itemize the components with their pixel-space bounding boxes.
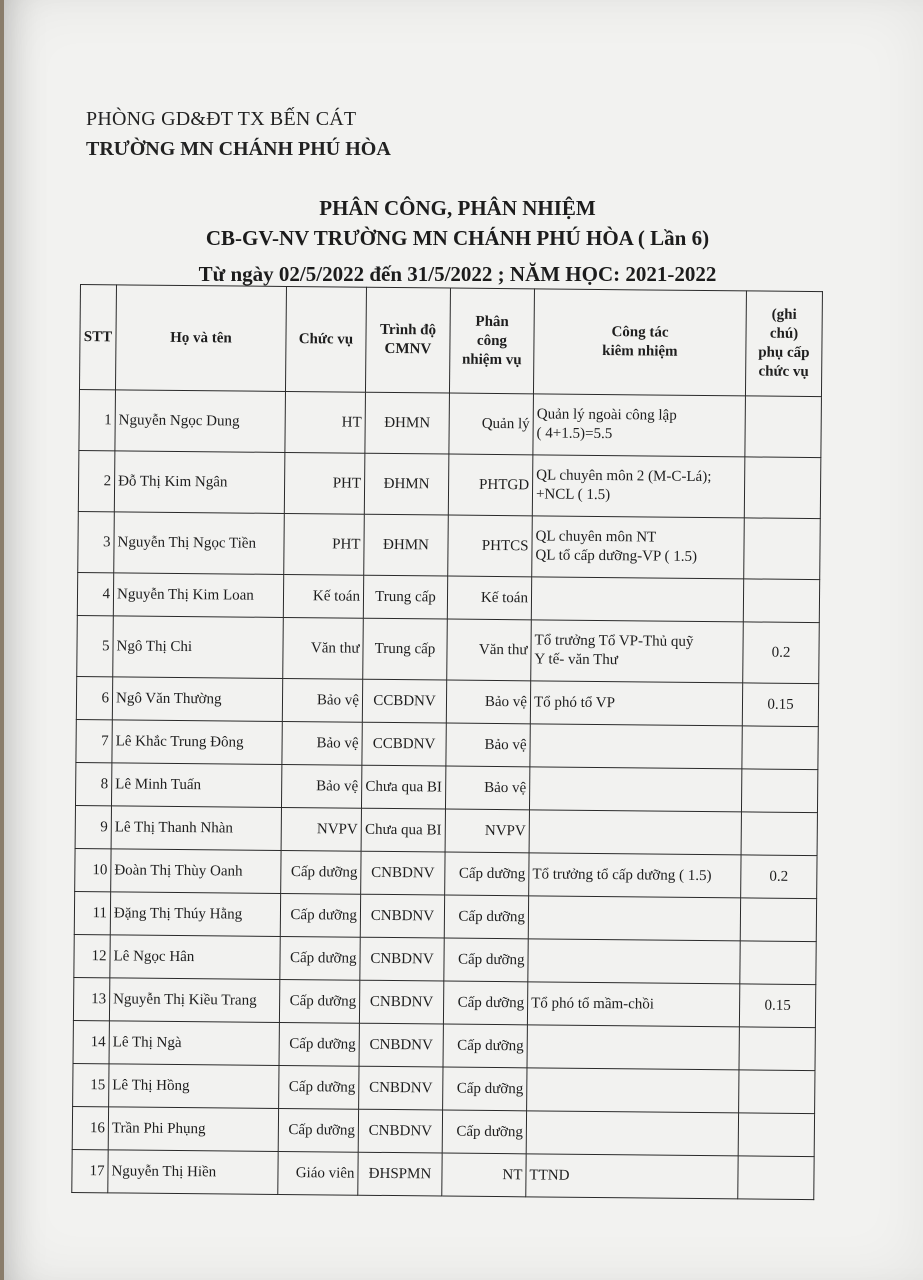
row-note — [744, 457, 821, 519]
row-stt: 14 — [73, 1020, 109, 1063]
table-row — [74, 891, 816, 941]
row-stt: 10 — [75, 848, 111, 891]
row-level: CNBDNV — [360, 937, 444, 981]
row-stt: 15 — [73, 1063, 109, 1106]
row-assignment: Văn thư — [447, 619, 532, 681]
row-note — [742, 726, 818, 770]
row-position: Bảo vệ — [282, 678, 362, 722]
row-name: Nguyễn Thị Kim Loan — [113, 573, 283, 618]
row-note: 0.15 — [742, 683, 818, 727]
row-name: Nguyễn Ngọc Dung — [115, 390, 286, 453]
row-level: Trung cấp — [363, 575, 447, 619]
row-stt: 6 — [76, 676, 112, 719]
row-stt: 3 — [78, 511, 115, 572]
table-row — [73, 1063, 815, 1113]
row-level: CNBDNV — [360, 894, 444, 938]
row-note — [745, 396, 822, 458]
row-concurrent — [531, 577, 743, 622]
document-page — [4, 0, 923, 1280]
row-name: Lê Khắc Trung Đông — [112, 720, 282, 765]
row-stt: 13 — [73, 977, 109, 1020]
row-concurrent: Tổ trưởng Tổ VP-Thủ quỹ Y tế- văn Thư — [531, 620, 744, 683]
row-position: Bảo vệ — [282, 721, 362, 765]
table-row — [72, 1149, 814, 1199]
row-assignment: Cấp dưỡng — [443, 981, 527, 1025]
row-concurrent — [530, 724, 742, 769]
row-position: PHT — [284, 452, 365, 514]
row-note — [744, 518, 821, 580]
row-assignment: Cấp dưỡng — [442, 1110, 526, 1154]
header-note: (ghi chú) phụ cấp chức vụ — [745, 291, 822, 397]
row-name: Lê Ngọc Hân — [110, 935, 280, 980]
row-position: NVPV — [281, 807, 361, 851]
row-position: Bảo vệ — [281, 764, 361, 808]
table-row — [75, 848, 817, 898]
department-name: PHÒNG GD&ĐT TX BẾN CÁT — [86, 108, 357, 130]
row-assignment: Cấp dưỡng — [445, 852, 529, 896]
document-subtitle: CB-GV-NV TRƯỜNG MN CHÁNH PHÚ HÒA ( Lần 6) — [205, 226, 710, 250]
row-stt: 5 — [77, 615, 114, 676]
row-concurrent — [528, 939, 740, 984]
row-note — [739, 1027, 815, 1071]
row-assignment: NVPV — [445, 809, 529, 853]
row-concurrent: Tổ phó tổ VP — [530, 681, 742, 726]
table-row — [77, 615, 820, 683]
row-note — [738, 1113, 814, 1157]
row-position: HT — [285, 391, 366, 453]
document-date-range: Từ ngày 02/5/2022 đến 31/5/2022 ; NĂM HỌC: 2021-2022 — [198, 262, 717, 286]
row-stt: 17 — [72, 1149, 108, 1192]
row-assignment: PHTGD — [448, 454, 533, 516]
table-row — [72, 1106, 814, 1156]
row-assignment: PHTCS — [448, 515, 533, 577]
table-row — [78, 511, 821, 579]
table-row — [76, 719, 818, 769]
row-level: ĐHMN — [364, 453, 449, 515]
row-concurrent: TTND — [526, 1154, 738, 1199]
row-assignment: Bảo vệ — [446, 680, 530, 724]
row-assignment: Kế toán — [447, 576, 531, 620]
row-concurrent: QL chuyên môn 2 (M-C-Lá); +NCL ( 1.5) — [532, 455, 745, 518]
table-row — [73, 1020, 815, 1070]
row-name: Đặng Thị Thúy Hằng — [110, 892, 280, 937]
header-level: Trình độ CMNV — [365, 287, 450, 393]
row-assignment: Cấp dưỡng — [444, 938, 528, 982]
row-level: CCBDNV — [362, 679, 446, 723]
row-level: CCBDNV — [362, 722, 446, 766]
table-row — [77, 572, 819, 622]
row-assignment: Quản lý — [449, 393, 534, 455]
row-level: CNBDNV — [359, 1023, 443, 1067]
row-position: Cấp dưỡng — [278, 1108, 358, 1152]
row-assignment: Bảo vệ — [446, 723, 530, 767]
row-stt: 16 — [72, 1106, 108, 1149]
row-note — [739, 1070, 815, 1114]
row-level: CNBDNV — [358, 1109, 442, 1153]
assignment-table — [71, 284, 823, 1200]
row-level: Trung cấp — [363, 618, 448, 680]
row-name: Lê Thị Hồng — [109, 1064, 279, 1109]
row-stt: 8 — [75, 762, 111, 805]
row-name: Lê Thị Ngà — [109, 1021, 279, 1066]
row-position: Cấp dưỡng — [279, 1065, 359, 1109]
header-position: Chức vụ — [285, 286, 366, 392]
row-note — [741, 769, 817, 813]
row-position: PHT — [284, 513, 365, 575]
row-stt: 4 — [77, 572, 113, 615]
row-level: ĐHMN — [365, 392, 450, 454]
row-stt: 1 — [79, 389, 116, 450]
row-concurrent: Tổ phó tổ mầm-chồi — [527, 982, 739, 1027]
row-stt: 7 — [76, 719, 112, 762]
row-position: Cấp dưỡng — [280, 936, 360, 980]
row-level: CNBDNV — [361, 851, 445, 895]
table-row — [74, 934, 816, 984]
row-concurrent: Quản lý ngoài công lập ( 4+1.5)=5.5 — [533, 394, 746, 457]
row-level: ĐHSPMN — [358, 1152, 442, 1196]
row-assignment: Cấp dưỡng — [443, 1067, 527, 1111]
row-name: Trần Phi Phụng — [108, 1107, 278, 1152]
table-row — [76, 676, 818, 726]
document-title: PHÂN CÔNG, PHÂN NHIỆM — [319, 196, 596, 220]
row-position: Cấp dưỡng — [281, 850, 361, 894]
row-position: Văn thư — [283, 617, 364, 679]
row-note — [740, 898, 816, 942]
table-header-row — [79, 285, 822, 397]
row-level: Chưa qua BI — [361, 808, 445, 852]
row-level: CNBDNV — [359, 1066, 443, 1110]
row-name: Ngô Thị Chi — [113, 616, 284, 679]
row-position: Cấp dưỡng — [279, 979, 359, 1023]
row-note — [743, 579, 819, 623]
row-stt: 11 — [74, 891, 110, 934]
row-assignment: Cấp dưỡng — [443, 1024, 527, 1068]
row-position: Cấp dưỡng — [279, 1022, 359, 1066]
row-stt: 9 — [75, 805, 111, 848]
row-note — [740, 941, 816, 985]
row-name: Ngô Văn Thường — [112, 677, 282, 722]
row-level: ĐHMN — [364, 514, 449, 576]
row-concurrent: Tổ trưởng tổ cấp dưỡng ( 1.5) — [529, 853, 741, 898]
row-position: Giáo viên — [278, 1151, 358, 1195]
table-row — [78, 450, 821, 518]
row-name: Lê Thị Thanh Nhàn — [111, 806, 281, 851]
row-assignment: Bảo vệ — [445, 766, 529, 810]
table-row — [73, 977, 815, 1027]
row-concurrent — [528, 896, 740, 941]
row-concurrent: QL chuyên môn NT QL tổ cấp dưỡng-VP ( 1.5) — [532, 516, 745, 579]
row-assignment: NT — [442, 1153, 526, 1197]
row-concurrent — [527, 1025, 739, 1070]
table-row — [75, 805, 817, 855]
row-note — [738, 1156, 814, 1200]
row-note: 0.15 — [739, 984, 815, 1028]
table-row — [75, 762, 817, 812]
row-note — [741, 812, 817, 856]
row-position: Kế toán — [283, 574, 363, 618]
row-name: Đoàn Thị Thùy Oanh — [111, 849, 281, 894]
table-row — [79, 389, 822, 457]
row-name: Nguyễn Thị Hiền — [108, 1150, 278, 1195]
row-name: Nguyễn Thị Ngọc Tiền — [114, 512, 285, 575]
header-concurrent: Công tác kiêm nhiệm — [533, 289, 746, 396]
header-assignment: Phân công nhiệm vụ — [449, 288, 534, 394]
row-stt: 2 — [78, 450, 115, 511]
header-name: Họ và tên — [115, 285, 286, 392]
row-note: 0.2 — [743, 622, 820, 684]
row-assignment: Cấp dưỡng — [444, 895, 528, 939]
row-note: 0.2 — [741, 855, 817, 899]
row-concurrent — [529, 810, 741, 855]
row-concurrent — [529, 767, 741, 812]
row-name: Đỗ Thị Kim Ngân — [114, 451, 285, 514]
row-name: Lê Minh Tuấn — [111, 763, 281, 808]
row-name: Nguyễn Thị Kiều Trang — [109, 978, 279, 1023]
row-position: Cấp dưỡng — [280, 893, 360, 937]
school-name: TRƯỜNG MN CHÁNH PHÚ HÒA — [86, 138, 391, 160]
header-stt: STT — [79, 285, 116, 390]
row-level: CNBDNV — [359, 980, 443, 1024]
row-stt: 12 — [74, 934, 110, 977]
row-concurrent — [526, 1111, 738, 1156]
row-level: Chưa qua BI — [361, 765, 445, 809]
row-concurrent — [527, 1068, 739, 1113]
